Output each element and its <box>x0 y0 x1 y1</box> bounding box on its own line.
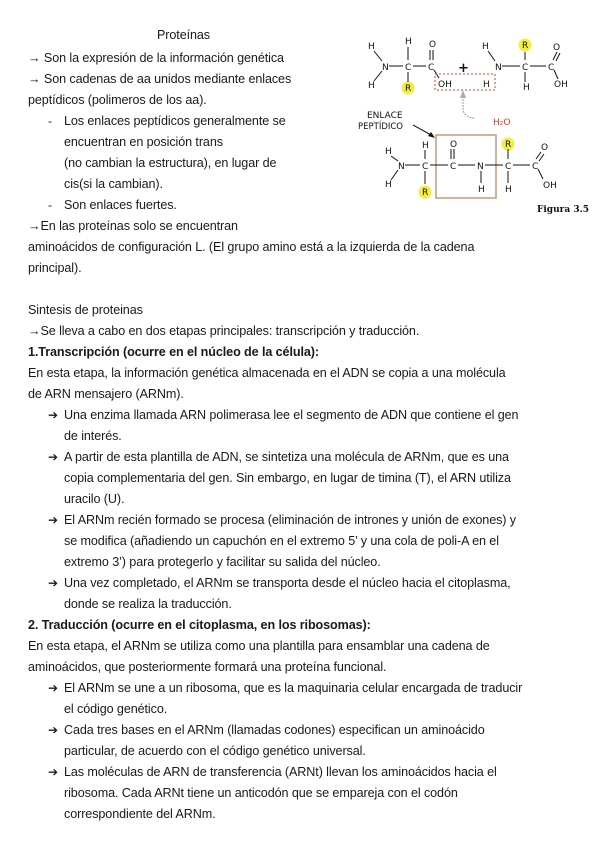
arrow-bullet: ➔ <box>48 681 59 695</box>
bullet-line: correspondiente del ARNm. <box>64 807 216 821</box>
peptide-bond-figure <box>355 32 590 222</box>
figure-label: C <box>532 162 539 172</box>
bullet-line: El ARNm se une a un ribosoma, que es la maquinaria celular encargada de traducir <box>64 681 523 695</box>
figure-label: H <box>422 141 429 151</box>
figure-label: C <box>422 162 429 172</box>
page-title: Proteínas <box>157 28 211 42</box>
figure-label: N <box>495 63 502 73</box>
figure-label: C <box>405 63 412 73</box>
figure-label: ENLACE <box>367 111 403 121</box>
figure-label: H <box>385 147 392 157</box>
section-heading-traduccion: 2. Traducción (ocurre en el citoplasma, en los ribosomas): <box>28 618 371 632</box>
section2-intro: aminoácidos, que posteriormente formará una proteína funcional. <box>28 660 387 674</box>
figure-label: H <box>483 80 490 90</box>
config-line: aminoácidos de configuración L. (El grupo amino está a la izquierda de la cadena <box>28 240 475 254</box>
synthesis-intro: →Se lleva a cabo en dos etapas principales: transcripción y traducción. <box>28 324 420 338</box>
figure-label: H₂O <box>493 118 511 128</box>
figure-label: H <box>368 42 375 52</box>
figure-label: O <box>429 40 437 50</box>
figure-label: + <box>458 61 469 76</box>
synthesis-title: Sintesis de proteinas <box>28 303 143 317</box>
bullet-line: extremo 3’) para protegerlo y facilitar su salida del núcleo. <box>64 555 381 569</box>
bullet-line: particular, de acuerdo con el código genético universal. <box>64 744 366 758</box>
dash-item-line: Son enlaces fuertes. <box>64 198 177 212</box>
figure-label: R <box>422 188 429 198</box>
arrow-bullet: ➔ <box>48 450 59 464</box>
bullet-line: A partir de esta plantilla de ADN, se sintetiza una molécula de ARNm, que es una <box>64 450 509 464</box>
figure-label: OH <box>438 80 452 90</box>
figure-label: C <box>505 162 512 172</box>
figure-label: Figura 3.5 <box>537 205 590 215</box>
bullet-line: el código genético. <box>64 702 168 716</box>
bullet-line: Una enzima llamada ARN polimerasa lee el segmento de ADN que contiene el gen <box>64 408 519 422</box>
section-heading-transcripcion: 1.Transcripción (ocurre en el núcleo de la célula): <box>28 345 319 359</box>
section2-intro: En esta etapa, el ARNm se utiliza como una plantilla para ensamblar una cadena de <box>28 639 490 653</box>
figure-label: C <box>548 63 555 73</box>
arrow-bullet: ➔ <box>48 513 59 527</box>
arrow-bullet: ➔ <box>48 408 59 422</box>
figure-label: H <box>523 83 530 93</box>
figure-label: OH <box>554 80 568 90</box>
arrow-bullet: ➔ <box>48 765 59 779</box>
bullet-line: Las moléculas de ARN de transferencia (ARNt) llevan los aminoácidos hacia el <box>64 765 497 779</box>
figure-label: O <box>450 140 458 150</box>
dash-item-line: cis(si la cambian). <box>64 177 163 191</box>
dash-item-line: Los enlaces peptídicos generalmente se <box>64 114 286 128</box>
figure-label: N <box>398 162 405 172</box>
bullet-line: de interés. <box>64 429 122 443</box>
figure-label: N <box>477 162 484 172</box>
figure-label: H <box>478 185 485 195</box>
figure-label: H <box>385 180 392 190</box>
figure-label: OH <box>543 181 557 191</box>
figure-label: C <box>450 162 457 172</box>
bullet-line: donde se realiza la traducción. <box>64 597 232 611</box>
peptide-bond-box <box>436 135 496 198</box>
arrow-bullet: ➔ <box>48 723 59 737</box>
bullet-line: Una vez completado, el ARNm se transporta desde el núcleo hacia el citoplasma, <box>64 576 511 590</box>
dash-item-line: (no cambian la estructura), en lugar de <box>64 156 277 170</box>
figure-label: O <box>541 143 549 153</box>
figure-label: PEPTÍDICO <box>358 122 403 132</box>
intro-line: → Son cadenas de aa unidos mediante enlaces <box>28 72 292 86</box>
bullet-line: El ARNm recién formado se procesa (eliminación de intrones y unión de exones) y <box>64 513 516 527</box>
section1-intro: de ARN mensajero (ARNm). <box>28 387 184 401</box>
bullet-line: Cada tres bases en el ARNm (llamadas codones) especifican un aminoácido <box>64 723 485 737</box>
bullet-line: copia complementaria del gen. Sin embargo, en lugar de timina (T), el ARN utiliza <box>64 471 511 485</box>
figure-label: O <box>553 43 561 53</box>
dash-bullet: - <box>48 198 52 212</box>
figure-label: C <box>428 63 435 73</box>
config-line: principal). <box>28 261 82 275</box>
bullet-line: se modifica (añadiendo un capuchón en el extremo 5’ y una cola de poli-A en el <box>64 534 499 548</box>
figure-label: H <box>368 81 375 91</box>
config-line: →En las proteínas solo se encuentran <box>28 219 238 233</box>
bullet-line: ribosoma. Cada ARNt tiene un anticodón que se empareja con el codón <box>64 786 458 800</box>
intro-line: → Son la expresión de la información genética <box>28 51 284 65</box>
figure-label: N <box>382 63 389 73</box>
dash-bullet: - <box>48 114 52 128</box>
intro-line: peptídicos (polimeros de los aa). <box>28 93 207 107</box>
figure-label: R <box>405 84 412 94</box>
figure-label: H <box>505 185 512 195</box>
figure-label: R <box>522 41 529 51</box>
dash-item-line: encuentran en posición trans <box>64 135 223 149</box>
arrow-bullet: ➔ <box>48 576 59 590</box>
figure-label: C <box>522 63 529 73</box>
figure-label: H <box>482 42 489 52</box>
section1-intro: En esta etapa, la información genética almacenada en el ADN se copia a una molécula <box>28 366 506 380</box>
figure-label: H <box>405 37 412 47</box>
figure-label: R <box>505 140 512 150</box>
bullet-line: uracilo (U). <box>64 492 125 506</box>
